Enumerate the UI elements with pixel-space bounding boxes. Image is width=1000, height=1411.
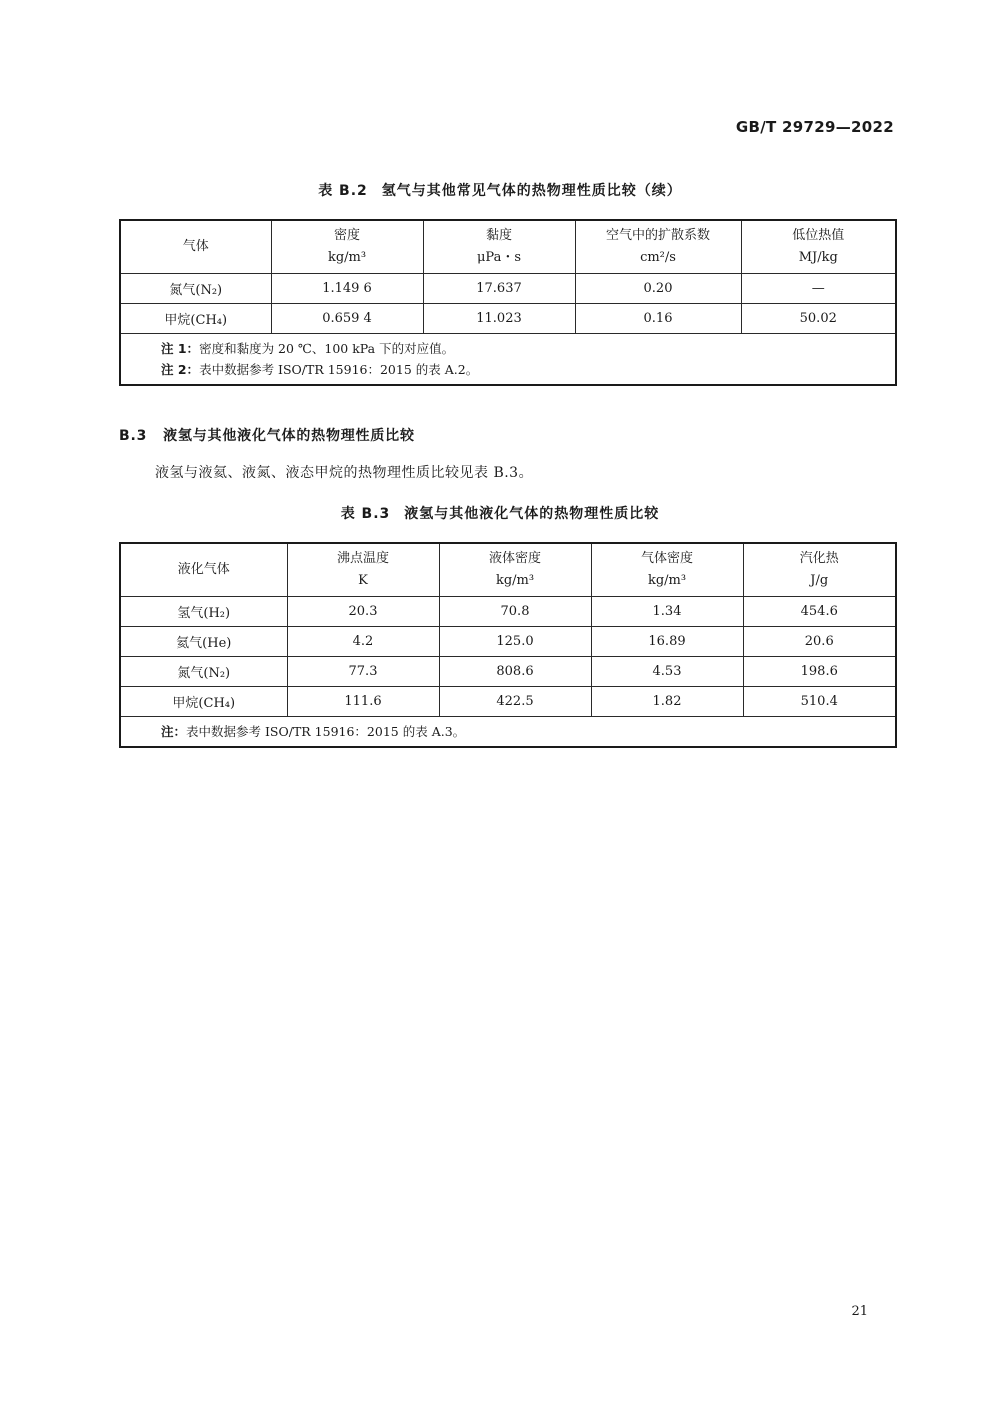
table-cell: 氢气(H₂): [120, 597, 287, 627]
document-code: GB/T 29729—2022: [735, 118, 894, 136]
table-row: [120, 657, 896, 687]
table-cell: 198.6: [743, 657, 896, 687]
header-cell: 黏度 μPa・s: [423, 220, 575, 274]
section-paragraph: 液氢与液氦、液氮、液态甲烷的热物理性质比较见表 B.3。: [155, 465, 534, 481]
table-notes-row: [120, 334, 896, 386]
table-b3-title: 液氢与其他液化气体的热物理性质比较: [404, 506, 660, 522]
section-title: 液氢与其他液化气体的热物理性质比较: [163, 428, 415, 444]
table-notes: [120, 334, 896, 386]
table-cell: 甲烷(CH₄): [120, 304, 271, 334]
header-cell: 沸点温度 K: [287, 543, 439, 597]
table-cell: 氦气(He): [120, 627, 287, 657]
table-cell: 4.53: [591, 657, 743, 687]
table-cell: —: [741, 274, 896, 304]
table-row: [120, 597, 896, 627]
table-notes-row: [120, 717, 896, 748]
header-cell: 汽化热 J/g: [743, 543, 896, 597]
header-cell: 空气中的扩散系数 cm²/s: [575, 220, 741, 274]
table-cell: 0.16: [575, 304, 741, 334]
table-b3-caption: [0, 503, 1000, 523]
header-cell: 液体密度 kg/m³: [439, 543, 591, 597]
header-cell: 气体密度 kg/m³: [591, 543, 743, 597]
table-cell: 甲烷(CH₄): [120, 687, 287, 717]
table-cell: 4.2: [287, 627, 439, 657]
table-row: [120, 304, 896, 334]
section-heading: [119, 425, 415, 445]
table-cell: 0.659 4: [271, 304, 423, 334]
table-cell: 17.637: [423, 274, 575, 304]
table-cell: 20.6: [743, 627, 896, 657]
table-cell: 70.8: [439, 597, 591, 627]
table-cell: 氮气(N₂): [120, 274, 271, 304]
note-1: 注 1：密度和黏度为 20 ℃、100 kPa 下的对应值。: [161, 341, 455, 356]
page-number: 21: [851, 1304, 868, 1319]
table-b3: [119, 542, 897, 748]
table-cell: 77.3: [287, 657, 439, 687]
section-number: B.3: [119, 428, 148, 444]
table-b2-number: 表 B.2: [318, 183, 368, 199]
table-b2-caption: [0, 180, 1000, 200]
table-cell: 50.02: [741, 304, 896, 334]
table-header-row: [120, 220, 896, 274]
table-cell: 454.6: [743, 597, 896, 627]
table-row: [120, 687, 896, 717]
table-cell: 20.3: [287, 597, 439, 627]
table-cell: 125.0: [439, 627, 591, 657]
table-cell: 422.5: [439, 687, 591, 717]
table-row: [120, 627, 896, 657]
header-cell: 低位热值 MJ/kg: [741, 220, 896, 274]
table-cell: 111.6: [287, 687, 439, 717]
table-b2: [119, 219, 897, 386]
table-cell: 氮气(N₂): [120, 657, 287, 687]
table-cell: 510.4: [743, 687, 896, 717]
table-cell: 11.023: [423, 304, 575, 334]
table-b3-number: 表 B.3: [340, 506, 391, 522]
table-cell: 0.20: [575, 274, 741, 304]
table-b2-title: 氢气与其他常见气体的热物理性质比较（续）: [381, 183, 682, 199]
table-cell: 1.149 6: [271, 274, 423, 304]
table-row: [120, 274, 896, 304]
note: 注：表中数据参考 ISO/TR 15916：2015 的表 A.3。: [161, 724, 466, 739]
table-notes: [120, 717, 896, 748]
table-cell: 1.34: [591, 597, 743, 627]
table-cell: 808.6: [439, 657, 591, 687]
table-header-row: [120, 543, 896, 597]
header-cell: 气体: [120, 220, 271, 274]
note-2: 注 2：表中数据参考 ISO/TR 15916：2015 的表 A.2。: [161, 362, 479, 377]
header-cell: 密度 kg/m³: [271, 220, 423, 274]
table-cell: 16.89: [591, 627, 743, 657]
header-cell: 液化气体: [120, 543, 287, 597]
table-cell: 1.82: [591, 687, 743, 717]
